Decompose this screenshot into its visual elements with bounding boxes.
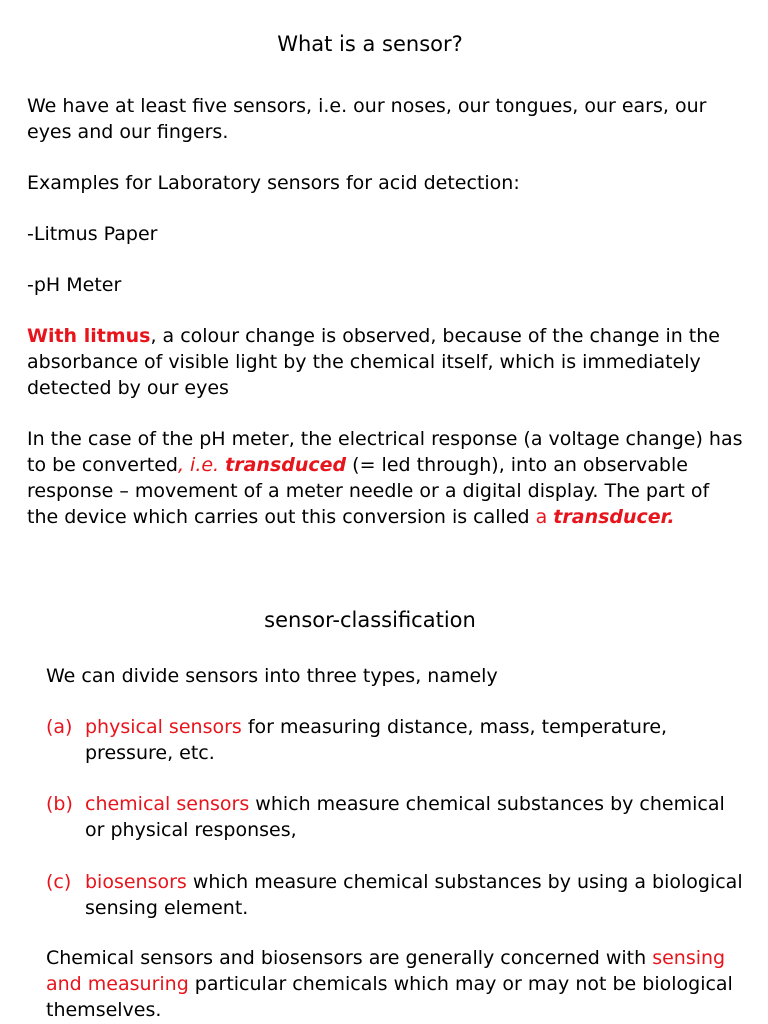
list-marker: (a) bbox=[46, 716, 73, 738]
term-biosensors: biosensors bbox=[85, 871, 187, 893]
page-title: What is a sensor? bbox=[277, 32, 463, 56]
list-marker: (c) bbox=[46, 871, 72, 893]
ie-text: , i.e. bbox=[177, 454, 226, 476]
list-item-body bbox=[85, 714, 745, 766]
ph-meter-text-2: (= led through), into an observable response – movement of a meter needle or a digital display. The part of the device which carries out this conversion is called bbox=[27, 454, 710, 528]
list-item-body bbox=[85, 869, 745, 921]
list-marker: (b) bbox=[46, 793, 73, 815]
example-litmus-paper: -Litmus Paper bbox=[27, 223, 158, 245]
ph-meter-text-1: In the case of the pH meter, the electrical response (a voltage change) has to be converted bbox=[27, 428, 743, 476]
litmus-paragraph bbox=[27, 323, 743, 401]
list-item-body bbox=[85, 791, 745, 843]
list-item-text: which measure chemical substances by using a biological sensing element. bbox=[85, 871, 743, 919]
closing-text-1: Chemical sensors and biosensors are generally concerned with bbox=[46, 947, 653, 969]
litmus-text: , a colour change is observed, because of the change in the absorbance of visible light by the chemical itself, which is immediately detected by our eyes bbox=[27, 325, 720, 399]
list-item-text: which measure chemical substances by chemical or physical responses, bbox=[85, 793, 725, 841]
classification-intro: We can divide sensors into three types, namely bbox=[46, 665, 498, 687]
example-ph-meter: -pH Meter bbox=[27, 274, 122, 296]
transducer-term: transducer. bbox=[553, 506, 675, 528]
list-item-text: for measuring distance, mass, temperature, pressure, etc. bbox=[85, 716, 668, 764]
term-chemical-sensors: chemical sensors bbox=[85, 793, 250, 815]
a-text: a bbox=[535, 506, 554, 528]
closing-text-2: particular chemicals which may or may not be biological themselves. bbox=[46, 973, 733, 1021]
litmus-lead: With litmus bbox=[27, 325, 151, 347]
closing-paragraph bbox=[46, 945, 746, 1023]
examples-heading: Examples for Laboratory sensors for acid detection: bbox=[27, 172, 520, 194]
term-physical-sensors: physical sensors bbox=[85, 716, 242, 738]
ph-meter-paragraph bbox=[27, 426, 743, 530]
intro-paragraph: We have at least five sensors, i.e. our noses, our tongues, our ears, our eyes and our fingers. bbox=[27, 95, 707, 143]
term-sensing-measuring: sensing and measuring bbox=[46, 947, 726, 995]
transduced-term: transduced bbox=[225, 454, 347, 476]
section-title-classification: sensor-classification bbox=[264, 608, 476, 632]
